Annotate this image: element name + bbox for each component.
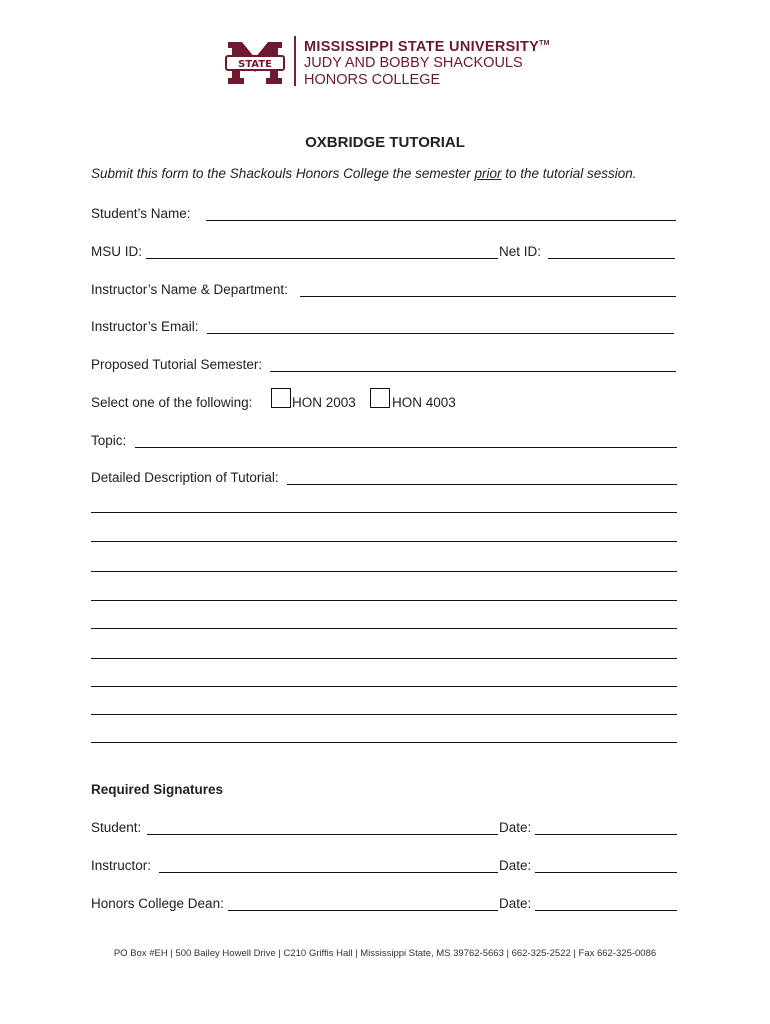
- hon-4003-label: HON 4003: [392, 395, 456, 410]
- instructor-signature-field[interactable]: [159, 872, 498, 873]
- dean-signature-field[interactable]: [228, 910, 498, 911]
- signatures-heading: Required Signatures: [91, 782, 224, 797]
- description-line[interactable]: [91, 742, 677, 743]
- semester-field[interactable]: [270, 371, 676, 372]
- student-signature-field[interactable]: [147, 834, 498, 835]
- description-line[interactable]: [91, 512, 677, 513]
- msu-id-field[interactable]: [146, 258, 498, 259]
- description-line[interactable]: [91, 686, 677, 687]
- description-label: Detailed Description of Tutorial:: [91, 470, 279, 485]
- semester-label: Proposed Tutorial Semester:: [91, 357, 263, 372]
- description-line[interactable]: [91, 541, 677, 542]
- student-date-label: Date:: [499, 820, 532, 835]
- logo-college-name: HONORS COLLEGE: [304, 71, 441, 88]
- student-name-field[interactable]: [206, 220, 676, 221]
- logo-university-name: MISSISSIPPI STATE UNIVERSITY™: [304, 38, 550, 55]
- form-title: OXBRIDGE TUTORIAL: [305, 134, 465, 151]
- hon-2003-checkbox[interactable]: [271, 388, 291, 408]
- instructor-signature-label: Instructor:: [91, 858, 152, 873]
- university-logo: [224, 36, 564, 88]
- select-course-label: Select one of the following:: [91, 395, 253, 410]
- trademark-mark: TM: [539, 40, 550, 47]
- hon-2003-label: HON 2003: [292, 395, 356, 410]
- topic-field[interactable]: [135, 447, 677, 448]
- description-line[interactable]: [91, 628, 677, 629]
- logo-mark-text: STATE: [238, 59, 272, 70]
- description-line[interactable]: [91, 658, 677, 659]
- instructor-email-label: Instructor’s Email:: [91, 319, 199, 334]
- instructor-name-label: Instructor’s Name & Department:: [91, 282, 288, 297]
- form-instruction: Submit this form to the Shackouls Honors College the semester prior to the tutorial session.: [91, 166, 637, 181]
- instructor-date-label: Date:: [499, 858, 532, 873]
- student-date-field[interactable]: [535, 834, 677, 835]
- msu-id-label: MSU ID:: [91, 244, 143, 259]
- dean-date-field[interactable]: [535, 910, 677, 911]
- net-id-field[interactable]: [548, 258, 675, 259]
- dean-signature-label: Honors College Dean:: [91, 896, 224, 911]
- logo-donor-name: JUDY AND BOBBY SHACKOULS: [304, 54, 523, 71]
- footer-address: PO Box #EH | 500 Bailey Howell Drive | C210 Griffis Hall | Mississippi State, MS 39762-5663 | 662-325-2522 | Fax 662-325-0086: [113, 948, 657, 959]
- net-id-label: Net ID:: [499, 244, 542, 259]
- description-field-line[interactable]: [287, 484, 677, 485]
- description-line[interactable]: [91, 714, 677, 715]
- instructor-email-field[interactable]: [207, 333, 674, 334]
- topic-label: Topic:: [91, 433, 127, 448]
- logo-divider: [294, 36, 296, 86]
- instructor-date-field[interactable]: [535, 872, 677, 873]
- description-line[interactable]: [91, 600, 677, 601]
- student-name-label: Student’s Name:: [91, 206, 191, 221]
- instructor-name-field[interactable]: [300, 296, 676, 297]
- dean-date-label: Date:: [499, 896, 532, 911]
- student-signature-label: Student:: [91, 820, 142, 835]
- msu-m-state-logo-icon: [224, 40, 286, 84]
- hon-4003-checkbox[interactable]: [370, 388, 390, 408]
- logo-text: [304, 36, 550, 89]
- description-line[interactable]: [91, 571, 677, 572]
